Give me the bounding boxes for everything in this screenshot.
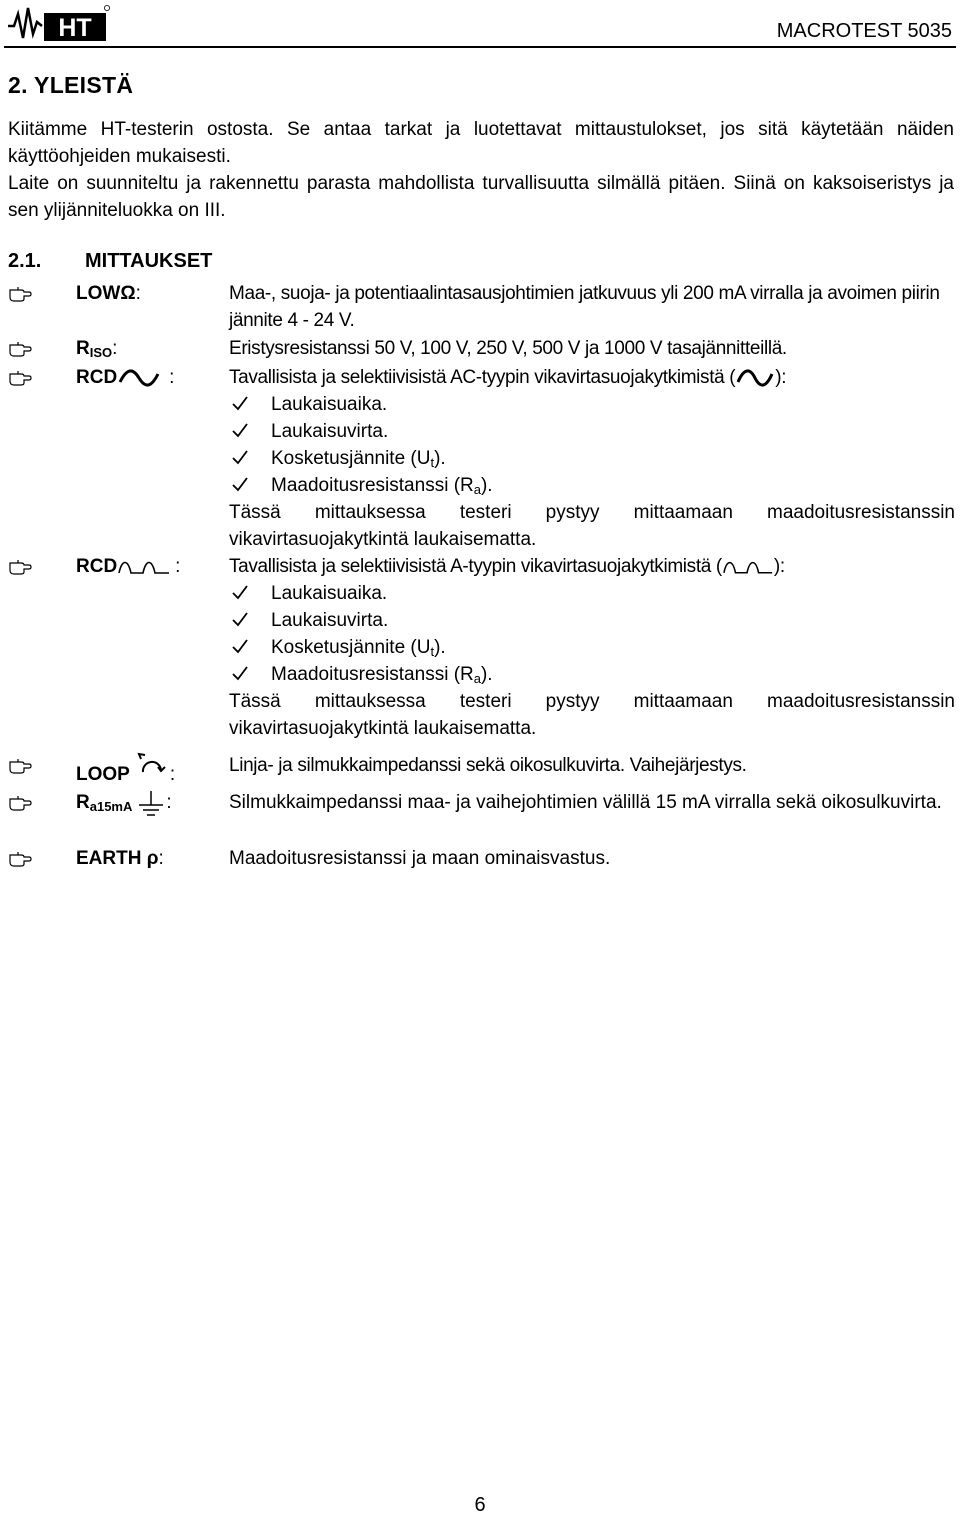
ac-wave-icon — [117, 366, 161, 390]
rcd-ac-note: Tässä mittauksessa testeri pystyy mittaamaan maadoitusresistanssin vikavirtasuojakytkintä laukaisematta. — [229, 502, 955, 550]
logo-text: HT — [58, 14, 92, 42]
check-icon — [231, 638, 249, 654]
check-icon — [231, 584, 249, 600]
ground-icon — [136, 789, 166, 817]
check-icon — [231, 665, 249, 681]
check-icon — [231, 395, 249, 411]
desc-riso: Eristysresistanssi 50 V, 100 V, 250 V, 500 V ja 1000 V tasajännitteillä. — [229, 338, 787, 359]
model-name: MACROTEST 5035 — [776, 20, 952, 42]
list-item: Laukaisuaika. — [229, 580, 955, 607]
pointing-hand-icon — [8, 791, 32, 811]
desc-lowohm: Maa-, suoja- ja potentiaalintasausjohtimien jatkuvuus yli 200 mA virralla ja avoimen piirin jännite 4 - 24 V. — [229, 283, 940, 331]
pointing-hand-icon — [8, 555, 32, 575]
term-riso: $R_{ISO}$: — [76, 338, 118, 360]
pulsating-dc-icon — [722, 555, 774, 579]
list-item: Maadoitusresistanssi $(R_a)$. — [229, 472, 955, 499]
term-earth: EARTH ρ: — [76, 848, 164, 869]
term-rcd-ac: RCD : — [76, 367, 175, 388]
subsection-title — [8, 250, 212, 273]
pointing-hand-icon — [8, 282, 32, 302]
rcd-a-list — [229, 580, 955, 688]
subsection-number: 2.1. — [8, 250, 42, 272]
list-item: Laukaisuvirta. — [229, 607, 955, 634]
term-rcd-a: RCD : — [76, 556, 181, 577]
section-title: 2. YLEISTÄ — [8, 72, 134, 98]
ac-wave-icon — [735, 366, 775, 390]
desc-loop: Linja- ja silmukkaimpedanssi sekä oikosulkuvirta. Vaihejärjestys. — [229, 755, 747, 776]
subsection-label: MITTAUKSET — [85, 250, 213, 272]
loop-arrows-icon — [134, 752, 170, 782]
desc-rcd-a: Tavallisista ja selektiivisistä A-tyypin vikavirtasuojakytkimistä ( ): Laukaisuaika. Laukaisuvirta. Kosketusjännite $(U_t)$. Maadoitusresistanssi $(R_a)$. Tässä mittauksessa testeri pystyy mittaamaan maadoitusresistanssin vikavirtasuojakytkintä laukaisematta. — [229, 553, 955, 742]
term-loop: LOOP : — [76, 752, 175, 788]
desc-ra15ma: Silmukkaimpedanssi maa- ja vaihejohtimien välillä 15 mA virralla sekä oikosulkuvirta. — [229, 792, 942, 813]
term-lowohm: LOWΩ: — [76, 283, 141, 304]
check-icon — [231, 449, 249, 465]
intro-paragraph-2: Laite on suunniteltu ja rakennettu parasta mahdollista turvallisuutta silmällä pitäen. Siinä on kaksoiseristys ja sen ylijänniteluokka on III. — [8, 173, 954, 221]
list-item: Laukaisuaika. — [229, 391, 955, 418]
rcd-a-note: Tässä mittauksessa testeri pystyy mittaamaan maadoitusresistanssin vikavirtasuojakytkintä laukaisematta. — [229, 691, 955, 739]
list-item: Laukaisuvirta. — [229, 418, 955, 445]
check-icon — [231, 476, 249, 492]
pointing-hand-icon — [8, 754, 32, 774]
pointing-hand-icon — [8, 847, 32, 867]
intro-text — [8, 116, 954, 224]
desc-rcd-ac: Tavallisista ja selektiivisistä AC-tyypin vikavirtasuojakytkimistä ( ): Laukaisuaika. Laukaisuvirta. Kosketusjännite $(U_t)$. Maadoitusresistanssi $(R_a)$. Tässä mittauksessa testeri pystyy mittaamaan maadoitusresistanssin vikavirtasuojakytkintä laukaisematta. — [229, 364, 955, 553]
term-ra15ma: $R_{a15mA}$ : — [76, 789, 172, 817]
list-item: Kosketusjännite $(U_t)$. — [229, 634, 955, 661]
desc-earth: Maadoitusresistanssi ja maan ominaisvastus. — [229, 848, 611, 869]
rcd-ac-list — [229, 391, 955, 499]
intro-paragraph-1: Kiitämme HT-testerin ostosta. Se antaa tarkat ja luotettavat mittaustulokset, jos sitä käytetään näiden käyttöohjeiden mukaisesti. — [8, 119, 954, 167]
list-item: Maadoitusresistanssi $(R_a)$. — [229, 661, 955, 688]
check-icon — [231, 611, 249, 627]
list-item: Kosketusjännite $(U_t)$. — [229, 445, 955, 472]
pointing-hand-icon — [8, 366, 32, 386]
page-number: 6 — [474, 1494, 486, 1516]
ht-logo — [6, 4, 110, 44]
pulsating-dc-icon — [117, 555, 171, 579]
pointing-hand-icon — [8, 337, 32, 357]
header-divider — [4, 46, 956, 48]
check-icon — [231, 422, 249, 438]
